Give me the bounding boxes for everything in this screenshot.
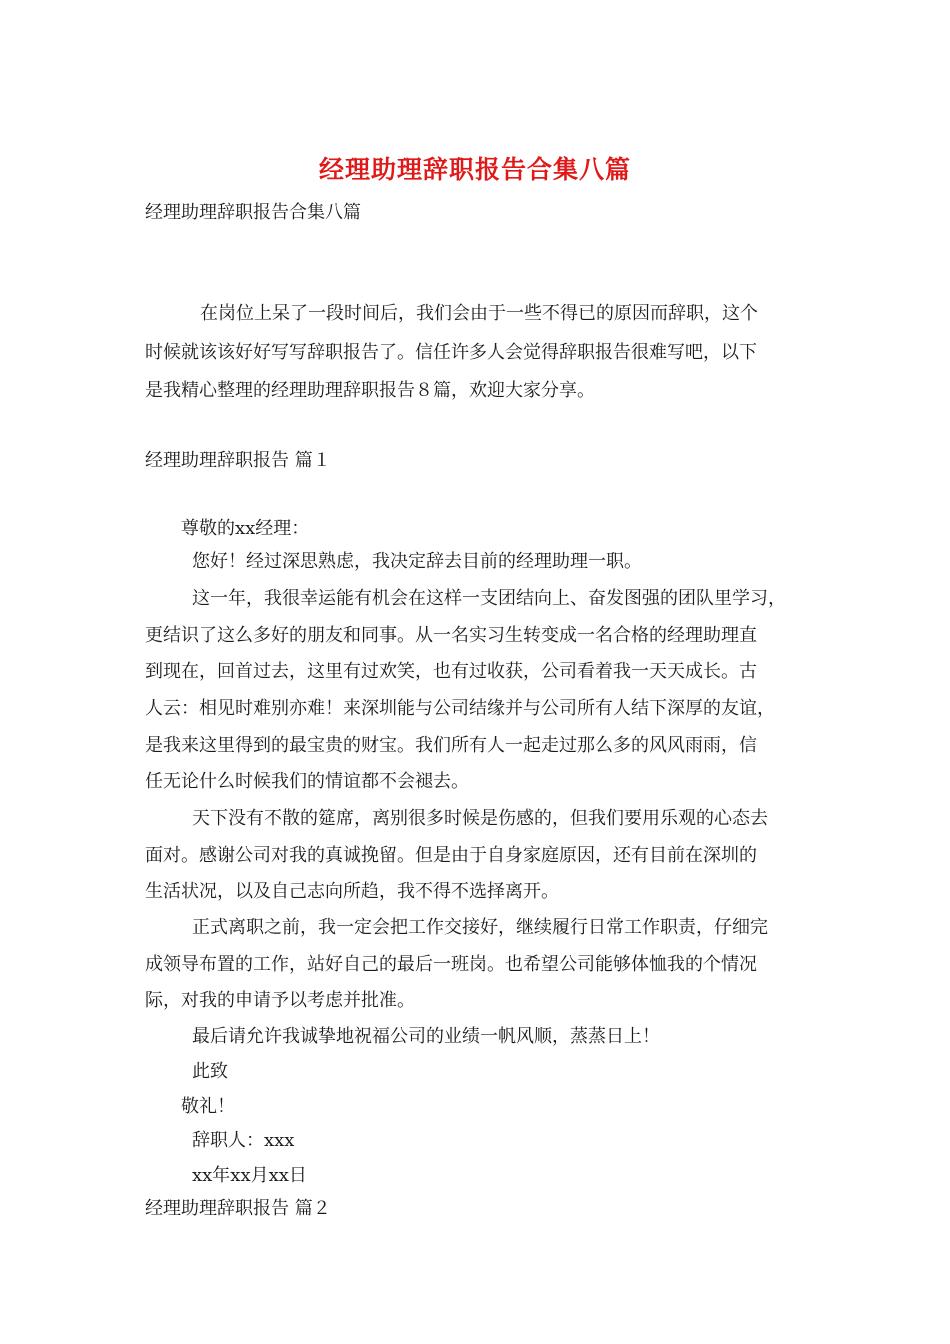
letter-para2-line-1: 天下没有不散的筵席，离别很多时候是伤感的，但我们要用乐观的心态去 (192, 808, 768, 829)
letter-para3-line-2: 成领导布置的工作，站好自己的最后一班岗。也希望公司能够体恤我的个情况 (145, 954, 757, 975)
document-title: 经理助理辞职报告合集八篇 (318, 155, 631, 184)
letter-para3-line-1: 正式离职之前，我一定会把工作交接好，继续履行日常工作职责，仔细完 (192, 917, 768, 938)
letter-para1-line-6: 任无论什么时候我们的情谊都不会褪去。 (145, 771, 469, 792)
intro-line-1: 在岗位上呆了一段时间后，我们会由于一些不得已的原因而辞职，这个 (200, 303, 758, 324)
letter-cizhi: 此致 (192, 1061, 228, 1082)
intro-line-2: 时候就该该好好写写辞职报告了。信任许多人会觉得辞职报告很难写吧，以下 (145, 342, 757, 363)
section-heading-2: 经理助理辞职报告 篇２ (145, 1198, 331, 1219)
letter-para1-line-4: 人云：相见时难别亦难！来深圳能与公司结缘并与公司所有人结下深厚的友谊， (145, 698, 775, 719)
document-subtitle: 经理助理辞职报告合集八篇 (145, 202, 361, 223)
letter-signer: 辞职人：xxx (192, 1130, 295, 1151)
letter-para1-line-3: 到现在，回首过去，这里有过欢笑，也有过收获，公司看着我一天天成长。古 (145, 661, 757, 682)
letter-para1-line-1: 这一年，我很幸运能有机会在这样一支团结向上、奋发图强的团队里学习， (192, 588, 786, 609)
letter-para1-line-2: 更结识了这么多好的朋友和同事。从一名实习生转变成一名合格的经理助理直 (145, 625, 757, 646)
letter-greeting: 您好！经过深思熟虑，我决定辞去目前的经理助理一职。 (192, 551, 642, 572)
letter-date: xx年xx月xx日 (192, 1165, 307, 1186)
letter-para1-line-5: 是我来这里得到的最宝贵的财宝。我们所有人一起走过那么多的风风雨雨，信 (145, 735, 757, 756)
intro-line-3: 是我精心整理的经理助理辞职报告８篇，欢迎大家分享。 (145, 380, 595, 401)
letter-closing-wish: 最后请允许我诚挚地祝福公司的业绩一帆风顺，蒸蒸日上！ (192, 1026, 660, 1047)
letter-para2-line-3: 生活状况，以及自己志向所趋，我不得不选择离开。 (145, 881, 559, 902)
letter-para2-line-2: 面对。感谢公司对我的真诚挽留。但是由于自身家庭原因，还有目前在深圳的 (145, 845, 757, 866)
letter-salutation: 尊敬的xx经理： (181, 518, 310, 539)
section-heading-1: 经理助理辞职报告 篇１ (145, 450, 331, 471)
letter-jingli: 敬礼！ (181, 1096, 235, 1117)
letter-para3-line-3: 际，对我的申请予以考虑并批准。 (145, 990, 415, 1011)
